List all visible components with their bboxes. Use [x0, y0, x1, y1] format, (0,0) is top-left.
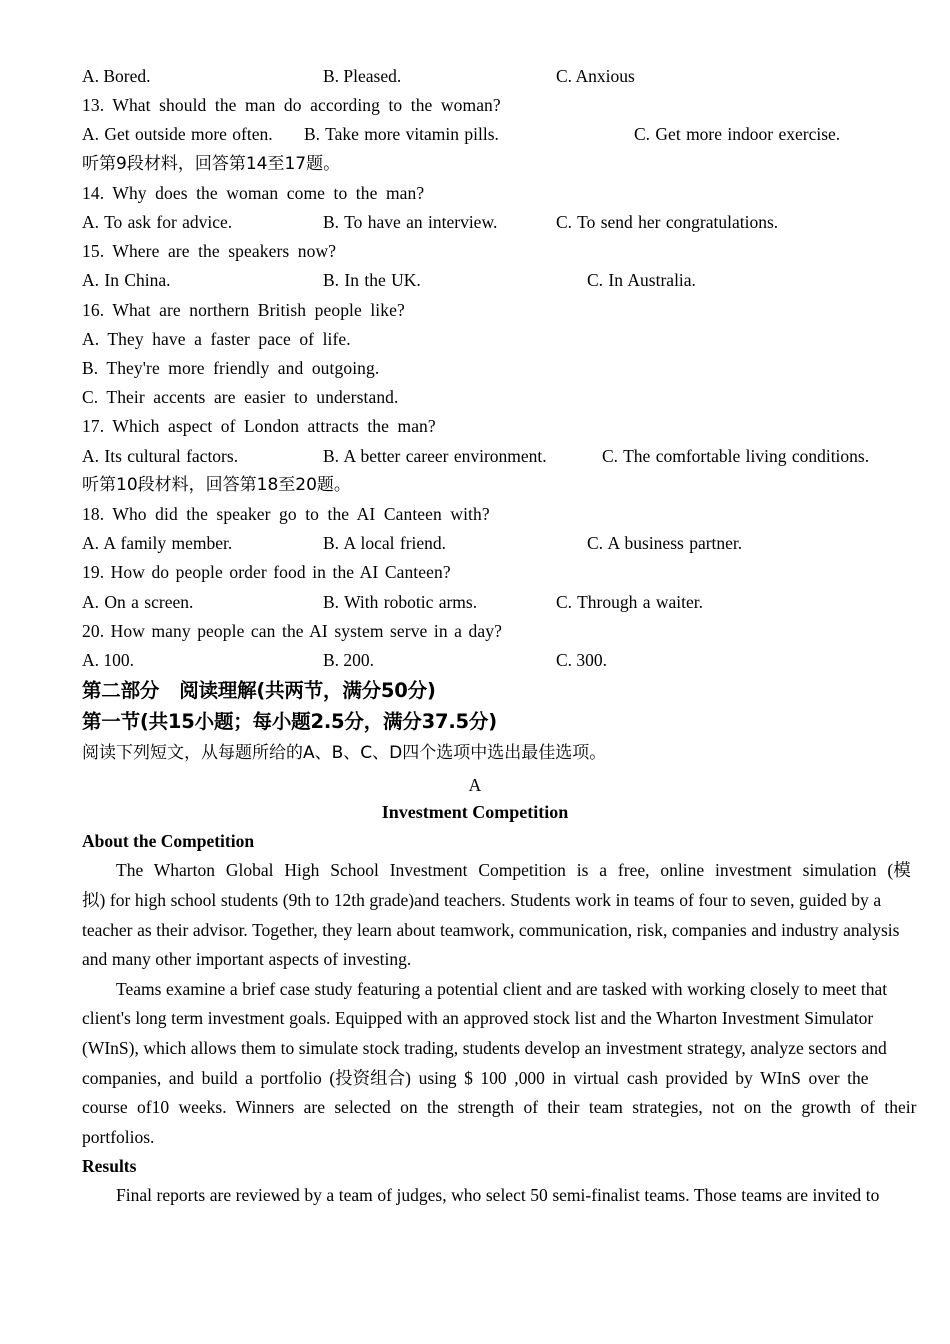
option-row-q12: [82, 62, 868, 91]
option-b: B. To have an interview.: [323, 211, 498, 232]
paragraph-line: The Wharton Global High School Investment Competition is a free, online investment simulation (模: [116, 860, 911, 881]
option-row-q13: [82, 120, 868, 149]
paragraph-line: Teams examine a brief case study featuring a potential client and are tasked with working closely to meet that: [116, 978, 888, 999]
question-stem-19: 19. How do people order food in the AI Canteen?: [82, 562, 451, 583]
option-row-q20: [82, 646, 868, 675]
passage-title: Investment Competition: [381, 802, 569, 823]
paragraph-line: teacher as their advisor. Together, they learn about teamwork, communication, risk, companies and industry analysis: [82, 919, 900, 940]
listening-direction-9: 听第9段材料，回答第14至17题。: [82, 153, 341, 174]
option-b: B. A better career environment.: [323, 445, 547, 466]
question-stem-20: 20. How many people can the AI system serve in a day?: [82, 620, 502, 641]
option-c: C. Get more indoor exercise.: [634, 124, 841, 145]
option-a: A. Bored.: [82, 66, 151, 86]
option-a: A. In China.: [82, 270, 171, 291]
passage-paragraph-3: [82, 1181, 880, 1211]
option-row-q14: [82, 208, 868, 237]
question-stem-18: 18. Who did the speaker go to the AI Canteen with?: [82, 503, 490, 524]
option-b: B. A local friend.: [323, 533, 447, 554]
option-row-q17: [82, 442, 868, 471]
passage-paragraph-2: [82, 975, 917, 1153]
section-one-heading: 第一节(共15小题；每小题2.5分，满分37.5分): [82, 710, 497, 734]
option-a: A. Get outside more often.: [82, 124, 273, 145]
option-c: C. In Australia.: [587, 270, 696, 291]
passage-letter: A: [468, 775, 482, 796]
option-c: C. To send her congratulations.: [556, 211, 779, 232]
option-b: B. They're more friendly and outgoing.: [82, 357, 380, 378]
option-c: C. The comfortable living conditions.: [602, 445, 870, 466]
paragraph-line: client's long term investment goals. Equipped with an approved stock list and the Wharton Investment Simulator: [82, 1008, 874, 1029]
option-b: B. In the UK.: [323, 270, 421, 291]
page-content: [82, 62, 917, 1211]
reading-instruction: 阅读下列短文，从每题所给的A、B、C、D四个选项中选出最佳选项。: [82, 743, 607, 764]
option-c: C. Their accents are easier to understand.: [82, 387, 399, 408]
part-two-heading-body: 阅读理解(共两节，满分50分): [179, 679, 436, 703]
paragraph-line: and many other important aspects of investing.: [82, 949, 412, 970]
part-two-heading-prefix: 第二部分: [82, 679, 160, 703]
option-row-q15: [82, 266, 868, 295]
option-row-q18: [82, 529, 868, 558]
question-stem-15: 15. Where are the speakers now?: [82, 241, 337, 262]
passage-paragraph-1: [82, 856, 911, 974]
paragraph-line: 拟) for high school students (9th to 12th grade)and teachers. Students work in teams of four to seven, guided by a: [82, 889, 882, 910]
option-c: C. Through a waiter.: [556, 591, 704, 612]
paragraph-line: companies, and build a portfolio (投资组合) using $ 100 ,000 in virtual cash provided by WInS over the: [82, 1067, 869, 1088]
option-a: A. Its cultural factors.: [82, 445, 239, 466]
passage-subheading-about: About the Competition: [82, 831, 255, 852]
question-stem-14: 14. Why does the woman come to the man?: [82, 182, 425, 203]
option-a: A. They have a faster pace of life.: [82, 328, 351, 349]
option-a: A. To ask for advice.: [82, 211, 233, 232]
part-two-heading: [82, 675, 868, 706]
question-stem-16: 16. What are northern British people like?: [82, 299, 405, 320]
option-row-q19: [82, 588, 868, 617]
option-b: B. Take more vitamin pills.: [304, 124, 499, 145]
question-stem-17: 17. Which aspect of London attracts the man?: [82, 416, 436, 437]
paragraph-line: course of10 weeks. Winners are selected on the strength of their team strategies, not on the growth of their: [82, 1097, 917, 1118]
option-c: C. Anxious: [556, 66, 635, 86]
option-a: A. A family member.: [82, 533, 233, 554]
option-b: B. 200.: [323, 649, 375, 670]
option-c: C. 300.: [556, 649, 608, 670]
option-b: B. Pleased.: [323, 66, 402, 86]
listening-direction-10: 听第10段材料，回答第18至20题。: [82, 474, 351, 495]
option-b: B. With robotic arms.: [323, 591, 478, 612]
passage-subheading-results: Results: [82, 1156, 137, 1177]
option-c: C. A business partner.: [587, 533, 743, 554]
paragraph-line: Final reports are reviewed by a team of judges, who select 50 semi-finalist teams. Those teams are invited to: [116, 1185, 880, 1206]
paragraph-line: (WInS), which allows them to simulate stock trading, students develop an investment strategy, analyze sectors and: [82, 1037, 887, 1058]
question-stem-13: 13. What should the man do according to the woman?: [82, 95, 501, 116]
option-a: A. 100.: [82, 649, 135, 670]
paragraph-line: portfolios.: [82, 1126, 155, 1147]
option-a: A. On a screen.: [82, 591, 194, 612]
